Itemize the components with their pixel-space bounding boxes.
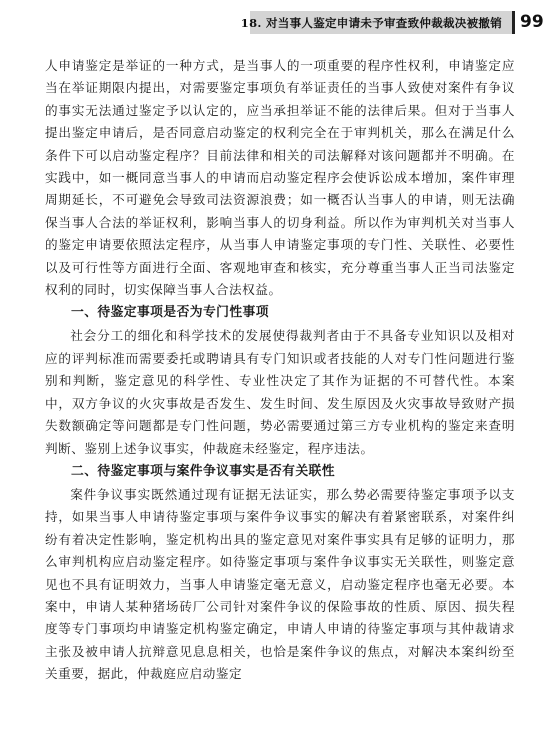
header-divider (512, 11, 515, 34)
section-heading-1: 一、待鉴定事项是否为专门性事项 (71, 305, 269, 321)
page-number: 99 (520, 12, 544, 32)
header-bar (240, 11, 512, 34)
chapter-title: 18. 对当事人鉴定申请未予审查致仲裁裁决被撤销 (240, 15, 502, 30)
paragraph-specialized-matters: 社会分工的细化和科学技术的发展使得裁判者由于不具备专业知识以及相对应的评判标准而需要委托或聘请具有专门知识或者技能的人对专门性问题进行鉴别和判断，鉴定意见的科学性、专业性决定了其作为证据的不可替代性。本案中，双方争议的火灾事故是否发生、发生时间、发生原因及火灾事故导致财产损失数额确定等问题都是专门性问题，势必需要通过第三方专业机构的鉴定来查明判断、鉴别上述争议事实，仲裁庭未经鉴定，程序违法。 (45, 328, 515, 456)
page-body (45, 55, 515, 686)
running-header (0, 10, 558, 36)
section-heading-2: 二、待鉴定事项与案件争议事实是否有关联性 (71, 463, 335, 479)
paragraph-continued: 人申请鉴定是举证的一种方式，是当事人的一项重要的程序性权利，申请鉴定应当在举证期限内提出，对需要鉴定事项负有举证责任的当事人致使对案件有争议的事实无法通过鉴定予以认定的，应当承担举证不能的法律后果。但对于当事人提出鉴定申请后，是否同意启动鉴定的权利完全在于审判机关，那么在满足什么条件下可以启动鉴定程序？目前法律和相关的司法解释对该问题都并不明确。在实践中，如一概同意当事人的申请而启动鉴定程序会使诉讼成本增加，案件审理周期延长，不可避免会导致司法资源浪费；如一概否认当事人的申请，则无法确保当事人合法的举证权利，影响当事人的切身利益。所以作为审判机关对当事人的鉴定申请要依照法定程序，从当事人申请鉴定事项的专门性、关联性、必要性以及可行性等方面进行全面、客观地审查和核实，充分尊重当事人正当司法鉴定权利的同时，切实保障当事人合法权益。 (45, 58, 515, 298)
paragraph-relevance: 案件争议事实既然通过现有证据无法证实，那么势必需要待鉴定事项予以支持，如果当事人申请待鉴定事项与案件争议事实的解决有着紧密联系，对案件纠纷有着决定性影响，鉴定机构出具的鉴定意见对案件事实具有足够的证明力，那么审判机构应启动鉴定程序。如待鉴定事项与案件争议事实无关联性，则鉴定意见也不具有证明效力，当事人申请鉴定毫无意义，启动鉴定程序也毫无必要。本案中，申请人某种猪场砖厂公司针对案件争议的保险事故的性质、原因、损失程度等专门事项均申请鉴定机构鉴定确定，申请人申请的待鉴定事项与其仲裁请求主张及被申请人抗辩意见息息相关，也恰是案件争议的焦点，对解决本案纠纷至关重要，据此，仲裁庭应启动鉴定 (45, 486, 515, 682)
